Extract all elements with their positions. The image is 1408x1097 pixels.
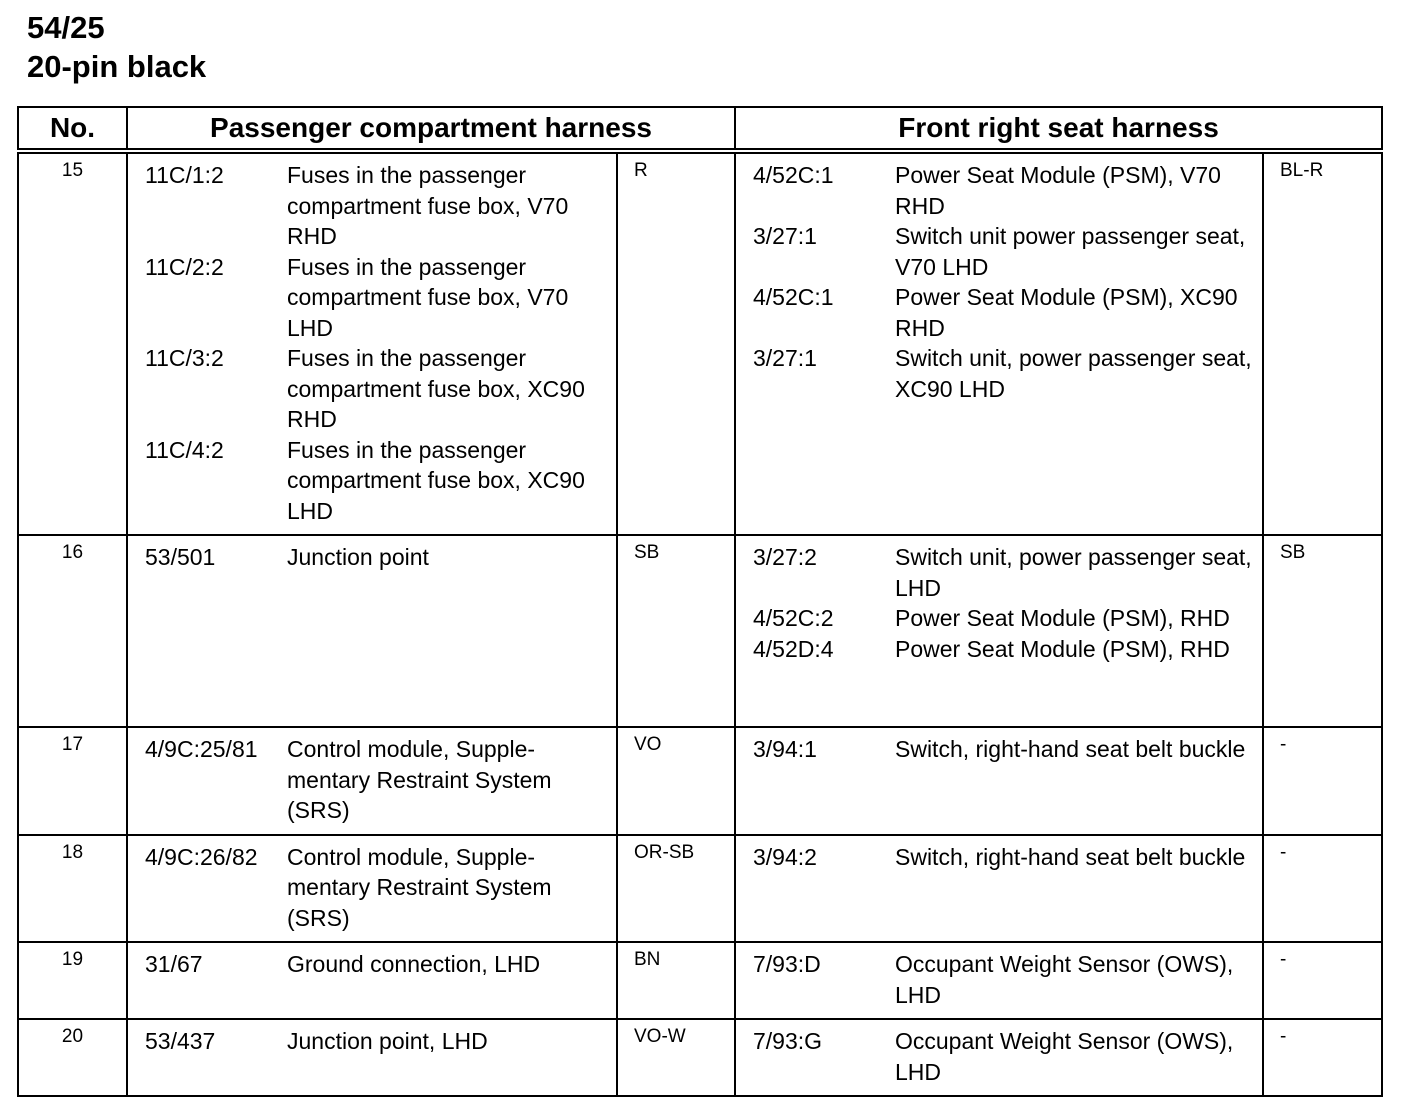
seat-harness-connections xyxy=(735,835,1263,943)
seat-harness-connections xyxy=(735,727,1263,835)
pin-number: 17 xyxy=(18,727,127,835)
seat-harness-connections xyxy=(735,535,1263,727)
connection-description: Switch, right-hand seat belt buckle xyxy=(895,736,1246,762)
connection-description: Power Seat Module (PSM), RHD xyxy=(895,605,1230,631)
connection-description: Control module, Supple-mentary Restraint System (SRS) xyxy=(287,843,552,931)
seat-wire-color: - xyxy=(1263,835,1382,943)
connection-entry xyxy=(145,542,616,573)
pin-table xyxy=(17,106,1383,1097)
connection-description: Switch unit, power passenger seat, LHD xyxy=(895,544,1252,601)
passenger-wire-color: SB xyxy=(617,535,735,727)
seat-wire-color: - xyxy=(1263,942,1382,1019)
seat-wire-color: - xyxy=(1263,727,1382,835)
col-header-seat: Front right seat harness xyxy=(735,107,1382,151)
table-row xyxy=(18,535,1382,727)
connection-entry xyxy=(145,842,616,934)
connection-description: Junction point, LHD xyxy=(287,1028,488,1054)
connection-code: 11C/3:2 xyxy=(145,345,224,371)
table-row xyxy=(18,942,1382,1019)
connection-code: 4/52D:4 xyxy=(753,635,834,662)
passenger-wire-color: R xyxy=(617,151,735,535)
connection-code: 53/501 xyxy=(145,544,216,570)
pin-number: 19 xyxy=(18,942,127,1019)
connection-code: 3/27:1 xyxy=(753,223,817,249)
connection-description: Power Seat Module (PSM), RHD xyxy=(895,635,1230,662)
connection-entry xyxy=(145,949,616,980)
passenger-wire-color: VO xyxy=(617,727,735,835)
connection-entry xyxy=(145,160,616,252)
connection-description: Fuses in the passenger compartment fuse box, XC90 RHD xyxy=(287,345,585,432)
connection-code: 4/52C:1 xyxy=(753,284,834,310)
connection-entry xyxy=(753,221,1262,282)
passenger-harness-connections xyxy=(127,535,617,727)
connection-entry xyxy=(145,252,616,344)
table-row xyxy=(18,151,1382,535)
connection-description: Switch unit power passenger seat, V70 LHD xyxy=(895,223,1246,280)
pin-number: 18 xyxy=(18,835,127,943)
connection-code: 11C/4:2 xyxy=(145,436,224,463)
connection-entry xyxy=(145,734,616,826)
table-row xyxy=(18,727,1382,835)
seat-harness-connections xyxy=(735,151,1263,535)
connection-entry xyxy=(145,1026,616,1057)
col-header-passenger: Passenger compartment harness xyxy=(127,107,735,151)
connection-description: Occupant Weight Sensor (OWS), LHD xyxy=(895,951,1234,1008)
connection-entry xyxy=(753,1026,1262,1087)
seat-wire-color: - xyxy=(1263,1019,1382,1096)
connection-code: 3/94:1 xyxy=(753,736,817,762)
connection-code: 11C/1:2 xyxy=(145,162,224,188)
pin-number: 16 xyxy=(18,535,127,727)
connection-entry xyxy=(753,282,1262,343)
connection-code: 7/93:G xyxy=(753,1028,823,1054)
connection-description: Fuses in the passenger compartment fuse box, XC90 LHD xyxy=(287,436,585,524)
connection-description: Ground connection, LHD xyxy=(287,951,541,977)
connection-code: 7/93:D xyxy=(753,951,821,977)
passenger-wire-color: OR-SB xyxy=(617,835,735,943)
passenger-harness-connections xyxy=(127,942,617,1019)
connection-code: 4/52C:2 xyxy=(753,605,834,631)
passenger-harness-connections xyxy=(127,835,617,943)
connection-code: 11C/2:2 xyxy=(145,253,224,280)
table-header-row xyxy=(18,107,1382,151)
connection-entry xyxy=(753,603,1262,634)
connection-description: Occupant Weight Sensor (OWS), LHD xyxy=(895,1028,1234,1085)
connection-code: 4/9C:25/81 xyxy=(145,736,258,762)
table-row xyxy=(18,835,1382,943)
connector-description: 20-pin black xyxy=(27,49,207,84)
connection-description: Power Seat Module (PSM), XC90 RHD xyxy=(895,284,1238,341)
connection-entry xyxy=(753,160,1262,221)
connection-entry xyxy=(753,343,1262,404)
passenger-harness-connections xyxy=(127,727,617,835)
connection-code: 4/52C:1 xyxy=(753,162,834,188)
passenger-wire-color: BN xyxy=(617,942,735,1019)
connection-description: Junction point xyxy=(287,544,429,570)
connection-entry xyxy=(145,343,616,435)
connection-code: 4/9C:26/82 xyxy=(145,843,258,870)
connection-description: Fuses in the passenger compartment fuse box, V70 LHD xyxy=(287,253,569,341)
seat-harness-connections xyxy=(735,942,1263,1019)
seat-wire-color: SB xyxy=(1263,535,1382,727)
connection-code: 3/27:2 xyxy=(753,544,817,570)
connection-entry xyxy=(753,949,1262,1010)
passenger-harness-connections xyxy=(127,151,617,535)
connection-entry xyxy=(753,634,1262,665)
connection-description: Fuses in the passenger compartment fuse box, V70 RHD xyxy=(287,162,569,249)
connection-description: Control module, Supple-mentary Restraint System (SRS) xyxy=(287,736,552,823)
connection-entry xyxy=(753,734,1262,765)
connection-description: Switch, right-hand seat belt buckle xyxy=(895,843,1246,870)
connection-code: 31/67 xyxy=(145,951,203,977)
col-header-no: No. xyxy=(18,107,127,151)
connection-description: Switch unit, power passenger seat, XC90 LHD xyxy=(895,345,1252,402)
connection-code: 3/27:1 xyxy=(753,345,817,371)
connector-id: 54/25 xyxy=(27,10,105,45)
pin-number: 15 xyxy=(18,151,127,535)
connection-entry xyxy=(753,842,1262,873)
pin-number: 20 xyxy=(18,1019,127,1096)
table-row xyxy=(18,1019,1382,1096)
passenger-harness-connections xyxy=(127,1019,617,1096)
seat-wire-color: BL-R xyxy=(1263,151,1382,535)
connection-entry xyxy=(753,542,1262,603)
connection-code: 53/437 xyxy=(145,1028,216,1054)
seat-harness-connections xyxy=(735,1019,1263,1096)
connection-entry xyxy=(145,435,616,527)
connection-description: Power Seat Module (PSM), V70 RHD xyxy=(895,162,1221,219)
passenger-wire-color: VO-W xyxy=(617,1019,735,1096)
connection-code: 3/94:2 xyxy=(753,843,817,870)
